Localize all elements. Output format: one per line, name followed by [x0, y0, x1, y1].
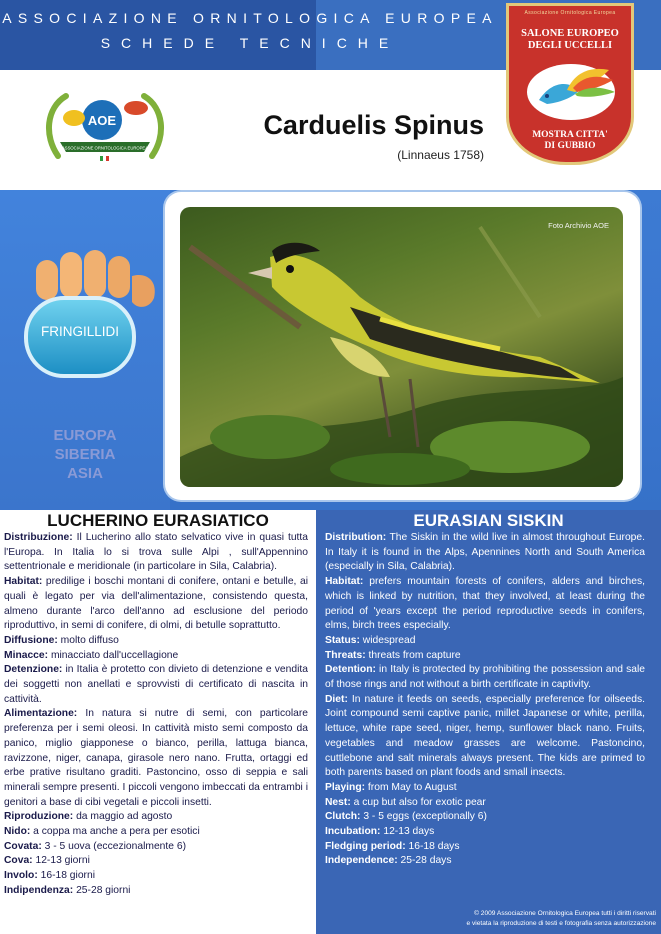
english-item: Detention: in Italy is protected by prohibiting the possession and sale of those rings and not without a birth certificate in captivity.	[325, 664, 645, 691]
range-item: EUROPA	[53, 427, 117, 444]
english-item: Status: widespread	[325, 634, 416, 646]
badge-title-line2: DEGLI UCCELLI	[527, 40, 613, 51]
italian-item: Distribuzione: Il Lucherino allo stato selvatico vive in quasi tutta l'Europa. In Italia lo si trova sulle Alpi , sull'Appennino settentrionale e meridionale (in particolare in Sila, Calabria).	[4, 532, 308, 573]
italian-item: Detenzione: in Italia è protetto con divieto di detenzione e vendita dei soggetti non anellati e sprovvisti di certificato di nascita in cattività.	[4, 664, 308, 705]
italian-item: Habitat: predilige i boschi montani di conifere, ontani e betulle, ai quali è legato per via dell'alimentazione, consistendo questa, almeno durante l'arco dell'anno ad esclusione del periodo riproduttivo, in semi di conifere, di olmi, di betulle soprattutto.	[4, 576, 308, 632]
english-text	[325, 531, 645, 869]
photo-credit: Foto Archivio AOE	[548, 221, 609, 230]
italian-item: Riproduzione: da maggio ad agosto	[4, 811, 173, 823]
family-label: FRINGILLIDI	[40, 324, 119, 339]
english-item: Clutch: 3 - 5 eggs (exceptionally 6)	[325, 811, 487, 823]
copyright-line1: © 2009 Associazione Ornitologica Europea tutti i diritti riservati	[474, 910, 656, 917]
english-item: Distribution: The Siskin in the wild live in almost throughout Europe. In Italy it is found in the Alps, Apennines North and South America (especially in Sila, Calabria).	[325, 532, 645, 573]
english-item: Fledging period: 16-18 days	[325, 840, 460, 852]
aoe-logo	[40, 86, 170, 172]
aoe-logo-ribbon: ASSOCIAZIONE ORNITOLOGICA EUROPEA	[61, 145, 149, 151]
siskin-photo	[180, 207, 623, 487]
scientific-name: Carduelis Spinus	[263, 110, 484, 140]
italian-item: Diffusione: molto diffuso	[4, 634, 119, 646]
english-item: Nest: a cup but also for exotic pear	[325, 796, 486, 808]
species-author: (Linnaeus 1758)	[397, 148, 484, 162]
italian-heading: LUCHERINO EURASIATICO	[47, 511, 269, 530]
english-item: Threats: threats from capture	[325, 649, 461, 661]
english-item: Playing: from May to August	[325, 781, 457, 793]
english-heading: EURASIAN SISKIN	[413, 511, 564, 530]
italian-item: Nido: a coppa ma anche a pera per esotici	[4, 826, 200, 838]
badge-title	[509, 28, 631, 52]
italian-text	[4, 531, 308, 899]
badge-subtitle-line1: MOSTRA CITTA'	[532, 130, 608, 140]
copyright-line2: e vietata la riproduzione di testi e fotografia senza autorizzazione	[466, 919, 656, 927]
english-item: Habitat: prefers mountain forests of conifers, alders and birches, which is linked by nutrition, that they involved, at least during the period of 'years except the period reproductive seeds in conifers, elms, birch trees especially.	[325, 576, 645, 632]
italian-item: Indipendenza: 25-28 giorni	[4, 884, 131, 896]
italian-item: Alimentazione: In natura si nutre di semi, con particolare preferenza per i semi oleosi. In cattività misto semi composto da panico, miglio giapponese o bianco, perilla, lattuga bianca, ravizzone, niger, canapa, girasole nero nano. Frutta, ortaggi ed erbe prative risultano graditi. Pastoncino, osso di seppia e sali minerali sempre presenti. I piccoli vengono imbeccati da entrambi i genitori a base di cibi vegetali e piccoli insetti.	[4, 708, 308, 808]
salone-badge	[506, 3, 634, 165]
badge-title-line1: SALONE EUROPEO	[521, 28, 619, 39]
badge-subtitle	[509, 130, 631, 152]
english-item: Incubation: 12-13 days	[325, 826, 435, 838]
italian-item: Cova: 12-13 giorni	[4, 855, 90, 867]
siskin-bird-illustration	[180, 207, 623, 487]
italian-item: Covata: 3 - 5 uova (eccezionalmente 6)	[4, 840, 186, 852]
italian-item: Minacce: minacciato dall'uccellagione	[4, 649, 179, 661]
range-item: ASIA	[67, 465, 103, 482]
english-item: Diet: In nature it feeds on seeds, especially preference for oilseeds. Joint compound semi captive panic, millet Japanese or white, perilla, lettuce, white rape seed, niger, hemp, sunflower black nano. Fruits, vegetables and meadow grasses are welcome. Pastoncino, cuttlebone and salt minerals always present. The kids are primed to both parents based on plant foods and small insects.	[325, 693, 645, 779]
header-association-name: ASSOCIAZIONE ORNITOLOGICA EUROPEA	[2, 10, 498, 26]
badge-subtitle-line2: DI GUBBIO	[544, 141, 596, 151]
distribution-range	[40, 426, 130, 483]
copyright-notice	[330, 909, 656, 928]
aoe-logo-abbr: AOE	[87, 113, 117, 128]
range-item: SIBERIA	[54, 446, 116, 463]
header-subtitle: SCHEDE TECNICHE	[100, 35, 400, 51]
italian-item: Involo: 16-18 giorni	[4, 870, 95, 882]
dove-emblem-icon	[517, 56, 625, 126]
badge-top-text: Associazione Ornitologica Europea	[524, 10, 616, 16]
english-item: Independence: 25-28 days	[325, 855, 452, 867]
